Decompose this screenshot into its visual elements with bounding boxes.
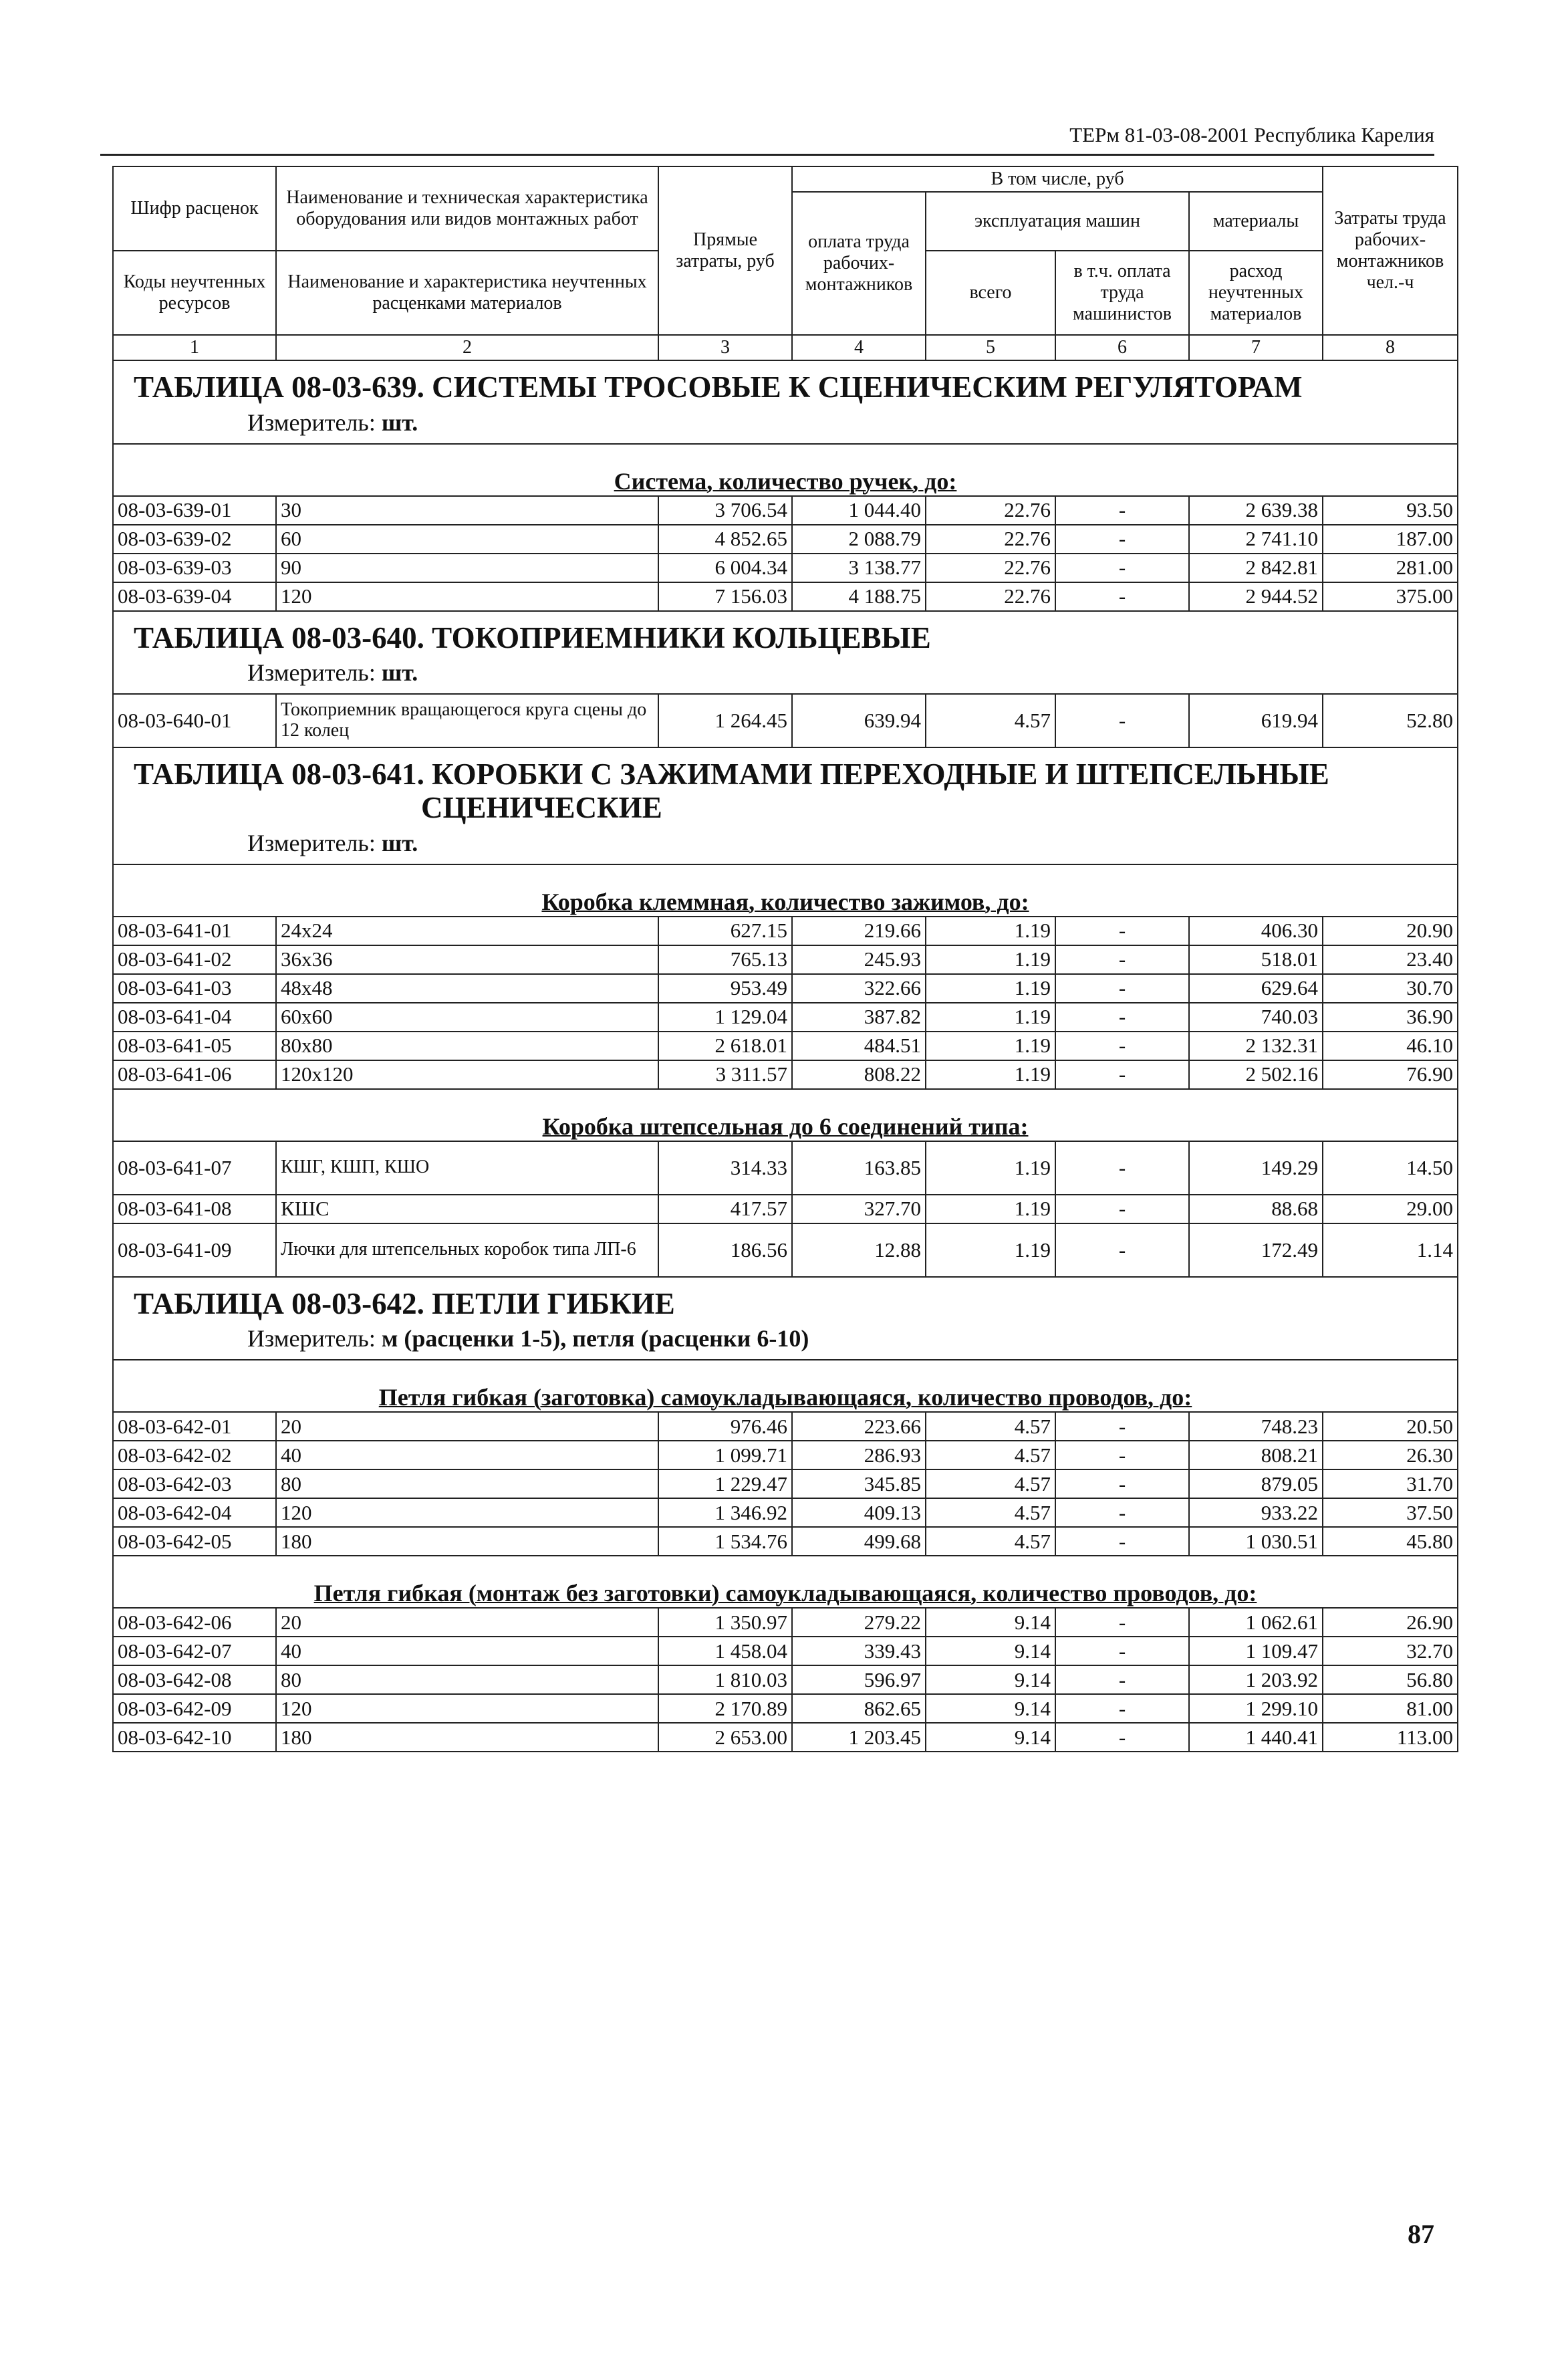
group-subtitle-row	[113, 444, 1458, 496]
column-numbers-row	[113, 335, 1458, 360]
cell-code: 08-03-641-02	[113, 945, 276, 974]
table-row	[113, 1141, 1458, 1195]
section-title-text: ТАБЛИЦА 08-03-642. ПЕТЛИ ГИБКИЕ	[134, 1286, 675, 1320]
col-resource-code-header: Коды неучтенных ресурсов	[113, 251, 276, 335]
table-row	[113, 1694, 1458, 1723]
col-materials-header: материалы	[1189, 192, 1323, 251]
cell-mat: 2 132.31	[1189, 1032, 1323, 1060]
cell-direct: 976.46	[658, 1412, 792, 1441]
table-row	[113, 694, 1458, 747]
cell-mat: 2 944.52	[1189, 582, 1323, 611]
section-title-row	[113, 1277, 1458, 1320]
table-row	[113, 1637, 1458, 1665]
cell-name: 180	[276, 1723, 658, 1752]
column-number: 6	[1055, 335, 1189, 360]
cell-hours: 26.30	[1323, 1441, 1458, 1469]
cell-code: 08-03-641-03	[113, 974, 276, 1003]
cell-mach: 1.19	[926, 1141, 1055, 1195]
cell-labor: 499.68	[792, 1527, 926, 1556]
cell-mach_labor: -	[1055, 1195, 1189, 1223]
cell-mach: 22.76	[926, 582, 1055, 611]
cell-mat: 2 639.38	[1189, 496, 1323, 525]
cell-labor: 12.88	[792, 1223, 926, 1277]
cell-mat: 748.23	[1189, 1412, 1323, 1441]
col-material-usage-header: расход неучтенных материалов	[1189, 251, 1323, 335]
unit-label: Измеритель:	[247, 1325, 376, 1352]
table-row	[113, 496, 1458, 525]
cell-name: 80	[276, 1665, 658, 1694]
cell-hours: 20.90	[1323, 917, 1458, 945]
cell-mach_labor: -	[1055, 1469, 1189, 1498]
price-table	[112, 166, 1458, 1752]
section-title	[134, 621, 1437, 655]
cell-labor: 2 088.79	[792, 525, 926, 554]
table-row	[113, 1060, 1458, 1089]
cell-mat: 740.03	[1189, 1003, 1323, 1032]
cell-mach_labor: -	[1055, 1141, 1189, 1195]
cell-code: 08-03-642-05	[113, 1527, 276, 1556]
table-row	[113, 1608, 1458, 1637]
cell-mach_labor: -	[1055, 1412, 1189, 1441]
cell-mach: 4.57	[926, 694, 1055, 747]
cell-mat: 2 741.10	[1189, 525, 1323, 554]
unit-value: м (расценки 1-5), петля (расценки 6-10)	[381, 1325, 809, 1352]
group-subtitle-row	[113, 1556, 1458, 1608]
cell-code: 08-03-641-04	[113, 1003, 276, 1032]
group-subtitle: Петля гибкая (заготовка) самоукладывающаяся, количество проводов, до:	[378, 1384, 1192, 1411]
cell-direct: 2 170.89	[658, 1694, 792, 1723]
cell-mat: 518.01	[1189, 945, 1323, 974]
cell-direct: 1 534.76	[658, 1527, 792, 1556]
cell-mat: 1 062.61	[1189, 1608, 1323, 1637]
cell-mach: 4.57	[926, 1498, 1055, 1527]
cell-mach_labor: -	[1055, 496, 1189, 525]
cell-mach: 22.76	[926, 525, 1055, 554]
column-number: 3	[658, 335, 792, 360]
cell-labor: 484.51	[792, 1032, 926, 1060]
cell-direct: 627.15	[658, 917, 792, 945]
table-row	[113, 945, 1458, 974]
unit-value: шт.	[381, 659, 418, 686]
table-row	[113, 1723, 1458, 1752]
cell-mat: 1 203.92	[1189, 1665, 1323, 1694]
cell-mach_labor: -	[1055, 1694, 1189, 1723]
cell-direct: 1 099.71	[658, 1441, 792, 1469]
cell-code: 08-03-639-01	[113, 496, 276, 525]
cell-hours: 81.00	[1323, 1694, 1458, 1723]
unit-label: Измеритель:	[247, 829, 376, 856]
cell-mach: 9.14	[926, 1637, 1055, 1665]
table-row	[113, 1665, 1458, 1694]
section-title-text: ТАБЛИЦА 08-03-641. КОРОБКИ С ЗАЖИМАМИ ПЕРЕХОДНЫЕ И ШТЕПСЕЛЬНЫЕ	[134, 757, 1329, 791]
group-subtitle-row	[113, 1089, 1458, 1141]
table-row	[113, 1003, 1458, 1032]
cell-mat: 808.21	[1189, 1441, 1323, 1469]
cell-mach: 4.57	[926, 1412, 1055, 1441]
cell-name: 20	[276, 1412, 658, 1441]
cell-name: 120	[276, 1498, 658, 1527]
cell-labor: 223.66	[792, 1412, 926, 1441]
cell-labor: 3 138.77	[792, 554, 926, 582]
cell-hours: 93.50	[1323, 496, 1458, 525]
unit-row	[113, 655, 1458, 694]
cell-name: КШС	[276, 1195, 658, 1223]
cell-code: 08-03-642-07	[113, 1637, 276, 1665]
table-row	[113, 1441, 1458, 1469]
cell-name: 80	[276, 1469, 658, 1498]
group-subtitle: Петля гибкая (монтаж без заготовки) самоукладывающаяся, количество проводов, до:	[313, 1580, 1257, 1607]
cell-hours: 32.70	[1323, 1637, 1458, 1665]
cell-code: 08-03-641-08	[113, 1195, 276, 1223]
cell-mach: 1.19	[926, 917, 1055, 945]
cell-mach: 1.19	[926, 1003, 1055, 1032]
cell-code: 08-03-641-01	[113, 917, 276, 945]
col-labor-header: оплата труда рабочих-монтажников	[792, 192, 926, 335]
cell-direct: 765.13	[658, 945, 792, 974]
column-number: 1	[113, 335, 276, 360]
cell-code: 08-03-641-09	[113, 1223, 276, 1277]
cell-name: 24x24	[276, 917, 658, 945]
cell-hours: 281.00	[1323, 554, 1458, 582]
cell-mach: 1.19	[926, 1195, 1055, 1223]
cell-labor: 1 044.40	[792, 496, 926, 525]
cell-hours: 45.80	[1323, 1527, 1458, 1556]
group-subtitle-row	[113, 864, 1458, 917]
cell-mach: 9.14	[926, 1694, 1055, 1723]
cell-mat: 2 842.81	[1189, 554, 1323, 582]
cell-mat: 619.94	[1189, 694, 1323, 747]
cell-hours: 56.80	[1323, 1665, 1458, 1694]
col-hours-header: Затраты труда рабочих-монтажников чел.-ч	[1323, 166, 1458, 335]
cell-mat: 149.29	[1189, 1141, 1323, 1195]
cell-code: 08-03-642-04	[113, 1498, 276, 1527]
cell-code: 08-03-642-03	[113, 1469, 276, 1498]
cell-labor: 808.22	[792, 1060, 926, 1089]
cell-direct: 1 810.03	[658, 1665, 792, 1694]
table-row	[113, 1498, 1458, 1527]
cell-mach: 1.19	[926, 1032, 1055, 1060]
cell-mach_labor: -	[1055, 1637, 1189, 1665]
cell-mach: 9.14	[926, 1608, 1055, 1637]
cell-mach_labor: -	[1055, 1060, 1189, 1089]
cell-direct: 2 618.01	[658, 1032, 792, 1060]
column-number: 7	[1189, 335, 1323, 360]
cell-mach: 1.19	[926, 945, 1055, 974]
cell-hours: 113.00	[1323, 1723, 1458, 1752]
group-subtitle: Система, количество ручек, до:	[614, 467, 957, 495]
cell-mach_labor: -	[1055, 1608, 1189, 1637]
cell-mach_labor: -	[1055, 945, 1189, 974]
cell-name: 120	[276, 582, 658, 611]
section-title-row	[113, 360, 1458, 404]
table-row	[113, 1527, 1458, 1556]
cell-mach_labor: -	[1055, 974, 1189, 1003]
unit-value: шт.	[381, 829, 418, 856]
group-subtitle-row	[113, 1360, 1458, 1412]
cell-mach: 4.57	[926, 1527, 1055, 1556]
cell-hours: 23.40	[1323, 945, 1458, 974]
cell-hours: 375.00	[1323, 582, 1458, 611]
table-header	[113, 166, 1458, 360]
cell-code: 08-03-642-01	[113, 1412, 276, 1441]
cell-name: 120x120	[276, 1060, 658, 1089]
cell-mach_labor: -	[1055, 582, 1189, 611]
cell-direct: 1 346.92	[658, 1498, 792, 1527]
cell-mach_labor: -	[1055, 1527, 1189, 1556]
column-number: 8	[1323, 335, 1458, 360]
cell-direct: 186.56	[658, 1223, 792, 1277]
cell-direct: 4 852.65	[658, 525, 792, 554]
cell-name: 60x60	[276, 1003, 658, 1032]
table-row	[113, 1223, 1458, 1277]
cell-labor: 345.85	[792, 1469, 926, 1498]
col-direct-header: Прямые затраты, руб	[658, 166, 792, 335]
cell-name: 90	[276, 554, 658, 582]
cell-labor: 279.22	[792, 1608, 926, 1637]
cell-code: 08-03-641-07	[113, 1141, 276, 1195]
table-row	[113, 554, 1458, 582]
cell-mach_labor: -	[1055, 1723, 1189, 1752]
col-code-header: Шифр расценок	[113, 166, 276, 251]
cell-mach_labor: -	[1055, 694, 1189, 747]
cell-labor: 596.97	[792, 1665, 926, 1694]
cell-mat: 2 502.16	[1189, 1060, 1323, 1089]
cell-direct: 2 653.00	[658, 1723, 792, 1752]
cell-labor: 163.85	[792, 1141, 926, 1195]
cell-mach_labor: -	[1055, 917, 1189, 945]
cell-mach: 1.19	[926, 974, 1055, 1003]
cell-code: 08-03-641-05	[113, 1032, 276, 1060]
table-row	[113, 917, 1458, 945]
unit-row	[113, 404, 1458, 444]
cell-labor: 327.70	[792, 1195, 926, 1223]
cell-labor: 245.93	[792, 945, 926, 974]
cell-labor: 322.66	[792, 974, 926, 1003]
cell-labor: 286.93	[792, 1441, 926, 1469]
cell-name: 60	[276, 525, 658, 554]
cell-labor: 339.43	[792, 1637, 926, 1665]
cell-direct: 1 264.45	[658, 694, 792, 747]
cell-name: КШГ, КШП, КШО	[276, 1141, 658, 1195]
table-row	[113, 1469, 1458, 1498]
cell-mach_labor: -	[1055, 1223, 1189, 1277]
cell-direct: 1 350.97	[658, 1608, 792, 1637]
cell-mach: 9.14	[926, 1723, 1055, 1752]
table-row	[113, 1412, 1458, 1441]
cell-direct: 1 229.47	[658, 1469, 792, 1498]
cell-mach: 4.57	[926, 1441, 1055, 1469]
cell-mach: 1.19	[926, 1060, 1055, 1089]
cell-name: 20	[276, 1608, 658, 1637]
cell-direct: 1 129.04	[658, 1003, 792, 1032]
cell-name: 40	[276, 1637, 658, 1665]
unit-value: шт.	[381, 408, 418, 436]
cell-mat: 629.64	[1189, 974, 1323, 1003]
table-row	[113, 1032, 1458, 1060]
cell-name: 180	[276, 1527, 658, 1556]
cell-hours: 30.70	[1323, 974, 1458, 1003]
cell-hours: 36.90	[1323, 1003, 1458, 1032]
unit-row	[113, 1320, 1458, 1360]
col-machines-total-header: всего	[926, 251, 1055, 335]
cell-direct: 3 706.54	[658, 496, 792, 525]
cell-name: 30	[276, 496, 658, 525]
cell-mach: 9.14	[926, 1665, 1055, 1694]
cell-mach_labor: -	[1055, 1498, 1189, 1527]
cell-mach: 22.76	[926, 554, 1055, 582]
cell-code: 08-03-639-03	[113, 554, 276, 582]
cell-hours: 46.10	[1323, 1032, 1458, 1060]
group-subtitle: Коробка штепсельная до 6 соединений типа:	[542, 1112, 1029, 1140]
cell-hours: 26.90	[1323, 1608, 1458, 1637]
cell-name: 80x80	[276, 1032, 658, 1060]
table-row	[113, 525, 1458, 554]
cell-hours: 37.50	[1323, 1498, 1458, 1527]
cell-mat: 406.30	[1189, 917, 1323, 945]
cell-code: 08-03-642-09	[113, 1694, 276, 1723]
cell-name: 120	[276, 1694, 658, 1723]
group-subtitle: Коробка клеммная, количество зажимов, до:	[541, 888, 1029, 915]
cell-hours: 52.80	[1323, 694, 1458, 747]
table-row	[113, 974, 1458, 1003]
cell-hours: 187.00	[1323, 525, 1458, 554]
unit-row	[113, 825, 1458, 864]
cell-direct: 7 156.03	[658, 582, 792, 611]
cell-mat: 1 440.41	[1189, 1723, 1323, 1752]
cell-hours: 76.90	[1323, 1060, 1458, 1089]
cell-mat: 933.22	[1189, 1498, 1323, 1527]
col-material-name-header: Наименование и характеристика неучтенных расценками материалов	[276, 251, 658, 335]
cell-mach_labor: -	[1055, 525, 1189, 554]
document-reference: ТЕРм 81-03-08-2001 Республика Карелия	[100, 123, 1434, 156]
cell-labor: 409.13	[792, 1498, 926, 1527]
cell-labor: 219.66	[792, 917, 926, 945]
cell-code: 08-03-642-08	[113, 1665, 276, 1694]
unit-label: Измеритель:	[247, 408, 376, 436]
cell-code: 08-03-642-10	[113, 1723, 276, 1752]
cell-labor: 1 203.45	[792, 1723, 926, 1752]
cell-mat: 172.49	[1189, 1223, 1323, 1277]
section-title	[134, 757, 1437, 825]
cell-mat: 1 299.10	[1189, 1694, 1323, 1723]
cell-labor: 387.82	[792, 1003, 926, 1032]
cell-direct: 314.33	[658, 1141, 792, 1195]
cell-hours: 14.50	[1323, 1141, 1458, 1195]
cell-hours: 1.14	[1323, 1223, 1458, 1277]
section-title	[134, 370, 1437, 404]
cell-code: 08-03-642-06	[113, 1608, 276, 1637]
cell-name: Токоприемник вращающегося круга сцены до 12 колец	[276, 694, 658, 747]
cell-mat: 1 109.47	[1189, 1637, 1323, 1665]
table-row	[113, 1195, 1458, 1223]
page-number: 87	[1408, 2219, 1434, 2249]
section-title-row	[113, 747, 1458, 825]
cell-labor: 639.94	[792, 694, 926, 747]
col-including-header: В том числе, руб	[792, 166, 1323, 192]
column-number: 5	[926, 335, 1055, 360]
cell-name: 36x36	[276, 945, 658, 974]
cell-direct: 417.57	[658, 1195, 792, 1223]
cell-labor: 862.65	[792, 1694, 926, 1723]
cell-name: Лючки для штепсельных коробок типа ЛП-6	[276, 1223, 658, 1277]
cell-hours: 20.50	[1323, 1412, 1458, 1441]
cell-hours: 31.70	[1323, 1469, 1458, 1498]
unit-label: Измеритель:	[247, 659, 376, 686]
cell-mach: 1.19	[926, 1223, 1055, 1277]
cell-labor: 4 188.75	[792, 582, 926, 611]
col-machines-header: эксплуатация машин	[926, 192, 1189, 251]
column-number: 2	[276, 335, 658, 360]
section-title-row	[113, 611, 1458, 655]
cell-direct: 6 004.34	[658, 554, 792, 582]
cell-code: 08-03-641-06	[113, 1060, 276, 1089]
cell-name: 40	[276, 1441, 658, 1469]
cell-direct: 3 311.57	[658, 1060, 792, 1089]
cell-mach: 22.76	[926, 496, 1055, 525]
cell-mach_labor: -	[1055, 1003, 1189, 1032]
cell-mach_labor: -	[1055, 1665, 1189, 1694]
cell-mach_labor: -	[1055, 1032, 1189, 1060]
cell-name: 48x48	[276, 974, 658, 1003]
cell-direct: 953.49	[658, 974, 792, 1003]
section-title	[134, 1287, 1437, 1320]
cell-direct: 1 458.04	[658, 1637, 792, 1665]
cell-mat: 879.05	[1189, 1469, 1323, 1498]
section-title-text: ТАБЛИЦА 08-03-639. СИСТЕМЫ ТРОСОВЫЕ К СЦЕНИЧЕСКИМ РЕГУЛЯТОРАМ	[134, 370, 1303, 404]
cell-mach_labor: -	[1055, 1441, 1189, 1469]
col-name-header: Наименование и техническая характеристика оборудования или видов монтажных работ	[276, 166, 658, 251]
cell-mat: 1 030.51	[1189, 1527, 1323, 1556]
cell-mach: 4.57	[926, 1469, 1055, 1498]
section-title-continuation: СЦЕНИЧЕСКИЕ	[421, 791, 662, 825]
column-number: 4	[792, 335, 926, 360]
cell-code: 08-03-639-02	[113, 525, 276, 554]
cell-code: 08-03-640-01	[113, 694, 276, 747]
cell-hours: 29.00	[1323, 1195, 1458, 1223]
cell-mach_labor: -	[1055, 554, 1189, 582]
table-row	[113, 582, 1458, 611]
col-machinist-labor-header: в т.ч. оплата труда машинистов	[1055, 251, 1189, 335]
cell-code: 08-03-639-04	[113, 582, 276, 611]
cell-mat: 88.68	[1189, 1195, 1323, 1223]
section-title-text: ТАБЛИЦА 08-03-640. ТОКОПРИЕМНИКИ КОЛЬЦЕВЫЕ	[134, 620, 931, 655]
cell-code: 08-03-642-02	[113, 1441, 276, 1469]
